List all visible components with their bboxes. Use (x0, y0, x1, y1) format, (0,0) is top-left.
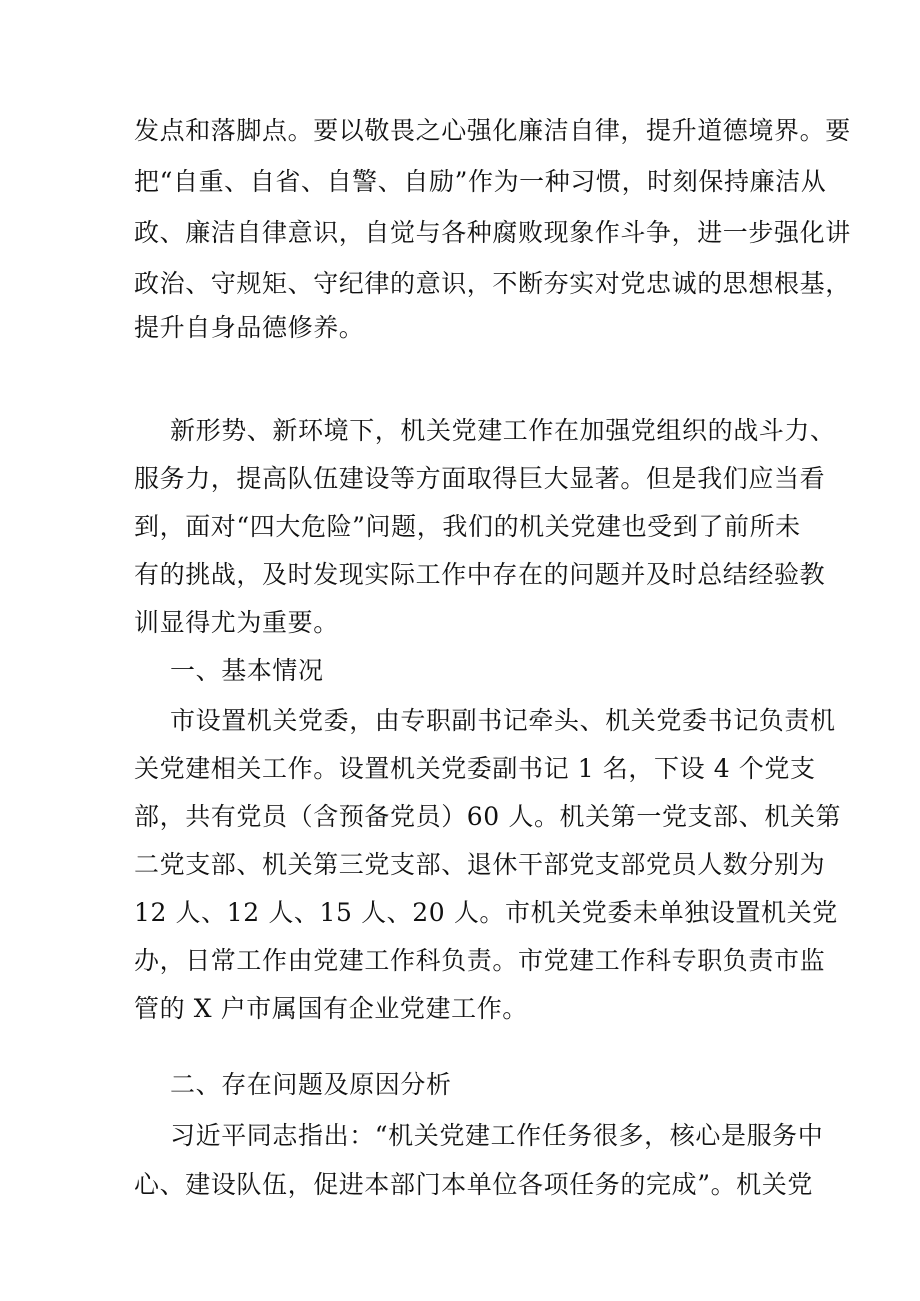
paragraph-3-line-6: 办，日常工作由党建工作科负责。市党建工作科专职负责市监 (134, 946, 826, 975)
section-heading-1: 一、基本情况 (170, 656, 324, 685)
paragraph-4-line-2: 心、建设队伍，促进本部门本单位各项任务的完成”。机关党 (134, 1170, 813, 1199)
paragraph-1-line-4: 政治、守规矩、守纪律的意识，不断夯实对党忠诚的思想根基， (134, 269, 851, 298)
paragraph-3-line-1: 市设置机关党委，由专职副书记牵头、机关党委书记负责机 (170, 706, 836, 735)
section-heading-2: 二、存在问题及原因分析 (170, 1070, 452, 1099)
paragraph-4-line-1: 习近平同志指出：“机关党建工作任务很多，核心是服务中 (170, 1121, 824, 1150)
paragraph-3-line-5: 12 人、12 人、15 人、20 人。市机关党委未单独设置机关党 (134, 898, 838, 927)
paragraph-3-line-7: 管的 X 户市属国有企业党建工作。 (134, 994, 528, 1023)
paragraph-1-line-5: 提升自身品德修养。 (134, 313, 365, 342)
paragraph-1-line-3: 政、廉洁自律意识，自觉与各种腐败现象作斗争，进一步强化讲 (134, 218, 851, 247)
paragraph-1-line-1: 发点和落脚点。要以敬畏之心强化廉洁自律，提升道德境界。要 (134, 116, 851, 145)
paragraph-3-line-3: 部，共有党员（含预备党员）60 人。机关第一党支部、机关第 (134, 802, 842, 831)
paragraph-3-line-2: 关党建相关工作。设置机关党委副书记 1 名，下设 4 个党支 (134, 754, 816, 783)
paragraph-3-line-4: 二党支部、机关第三党支部、退休干部党支部党员人数分别为 (134, 850, 826, 879)
paragraph-1-line-2: 把“自重、自省、自警、自励”作为一种习惯，时刻保持廉洁从 (134, 167, 827, 196)
paragraph-2-line-3: 到，面对“四大危险”问题，我们的机关党建也受到了前所未 (134, 512, 801, 541)
paragraph-2-line-1: 新形势、新环境下，机关党建工作在加强党组织的战斗力、 (170, 416, 836, 445)
paragraph-2-line-4: 有的挑战，及时发现实际工作中存在的问题并及时总结经验教 (134, 560, 826, 589)
paragraph-2-line-5: 训显得尤为重要。 (134, 608, 339, 637)
paragraph-2-line-2: 服务力，提高队伍建设等方面取得巨大显著。但是我们应当看 (134, 464, 826, 493)
